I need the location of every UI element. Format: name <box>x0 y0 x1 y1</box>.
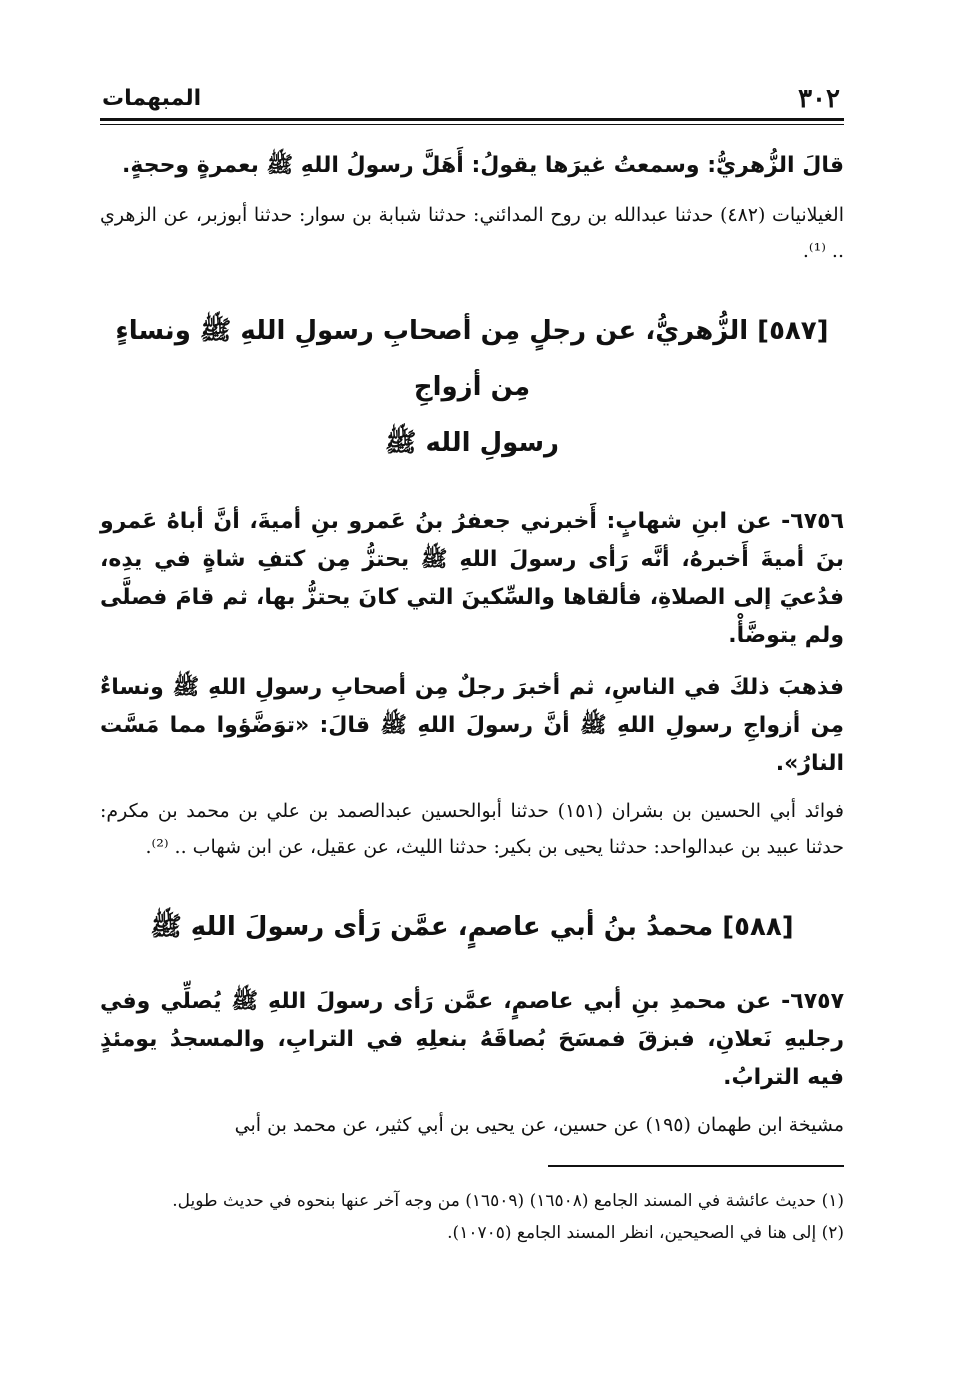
chapter-heading-587-line1: [٥٨٧] الزُّهريُّ، عن رجلٍ مِن أصحابِ رسولِ اللهِ ﷺ ونساءٍ مِن أزواجِ <box>115 316 829 402</box>
hadith-6757: ٦٧٥٧- عن محمدِ بنِ أبي عاصمٍ، عمَّن رَأى رسولَ اللهِ ﷺ يُصلِّي وفي رجليهِ نَعلانِ، فبزقَ فمسَحَ بُصاقَهُ بنعلِهِ في الترابِ، والمسجدُ يومئذٍ فيه الترابُ. <box>100 989 844 1090</box>
footnote-2: (٢) إلى هنا في الصحيحين، انظر المسند الجامع (١٠٧٠٥). <box>447 1223 844 1243</box>
chapter-heading-588: [٥٨٨] محمدُ بنُ أبي عاصمٍ، عمَّن رَأى رسولَ اللهِ ﷺ <box>150 912 794 942</box>
running-title: المبهمات <box>102 86 202 111</box>
zuhri-statement: قالَ الزُّهريُّ: وسمعتُ غيرَها يقولُ: أَهَلَّ رسولُ اللهِ ﷺ بعمرةٍ وحجةٍ. <box>122 153 844 178</box>
page-header <box>100 78 844 121</box>
hadith-6756-continuation: فذهبَ ذلكَ في الناسِ، ثم أخبرَ رجلٌ مِن أصحابِ رسولِ اللهِ ﷺ ونساءٌ مِن أزواجِ رسولِ اللهِ ﷺ أنَّ رسولَ اللهِ ﷺ قالَ: «توَضَّؤوا مما مَسَّت النارُ». <box>100 675 844 776</box>
header-rule <box>100 124 844 125</box>
source-fawaid-bishran: فوائد أبي الحسين بن بشران (١٥١) حدثنا أبوالحسين عبدالصمد بن علي بن محمد بن مكرم: حدثنا عبيد بن عبدالواحد: حدثنا يحيى بن بكير: حدثنا الليث، عن عقيل، عن ابن شهاب .. ⁽²⁾. <box>100 800 845 858</box>
page-number: ٣٠٢ <box>798 84 840 114</box>
footnote-separator <box>548 1165 844 1167</box>
source-mashyakha-tahman: مشيخة ابن طهمان (١٩٥) عن حسين، عن يحيى بن أبي كثير، عن محمد بن أبي <box>234 1114 844 1136</box>
chapter-heading-587 <box>100 303 844 471</box>
hadith-6756: ٦٧٥٦- عن ابنِ شهابٍ: أَخبرني جعفرُ بنُ عَمرو بنِ أميةَ، أنَّ أباهُ عَمرو بنَ أميةَ أَخبرهُ، أنَّه رَأى رسولَ اللهِ ﷺ يحتزُّ مِن كتفِ شاةٍ في يدِه، فدُعيَ إلى الصلاةِ، فألقاها والسِّكينَ التي كانَ يحتزُّ بها، ثم قامَ فصلَّى ولم يتوضَّأْ. <box>100 509 844 648</box>
page <box>100 78 844 1249</box>
footnote-1: (١) حديث عائشة في المسند الجامع (١٦٥٠٨) (١٦٥٠٩) من وجه آخر عنها بنحوه في حديث طويل. <box>172 1191 844 1211</box>
footnotes <box>100 1185 844 1249</box>
chapter-heading-587-line2: رسولِ الله ﷺ <box>385 428 559 458</box>
source-ghaylaniyat: الغيلانيات (٤٨٢) حدثنا عبدالله بن روح المدائني: حدثنا شبابة بن سوار: حدثنا أبوزبر، عن الزهري .. ⁽¹⁾. <box>100 204 844 262</box>
